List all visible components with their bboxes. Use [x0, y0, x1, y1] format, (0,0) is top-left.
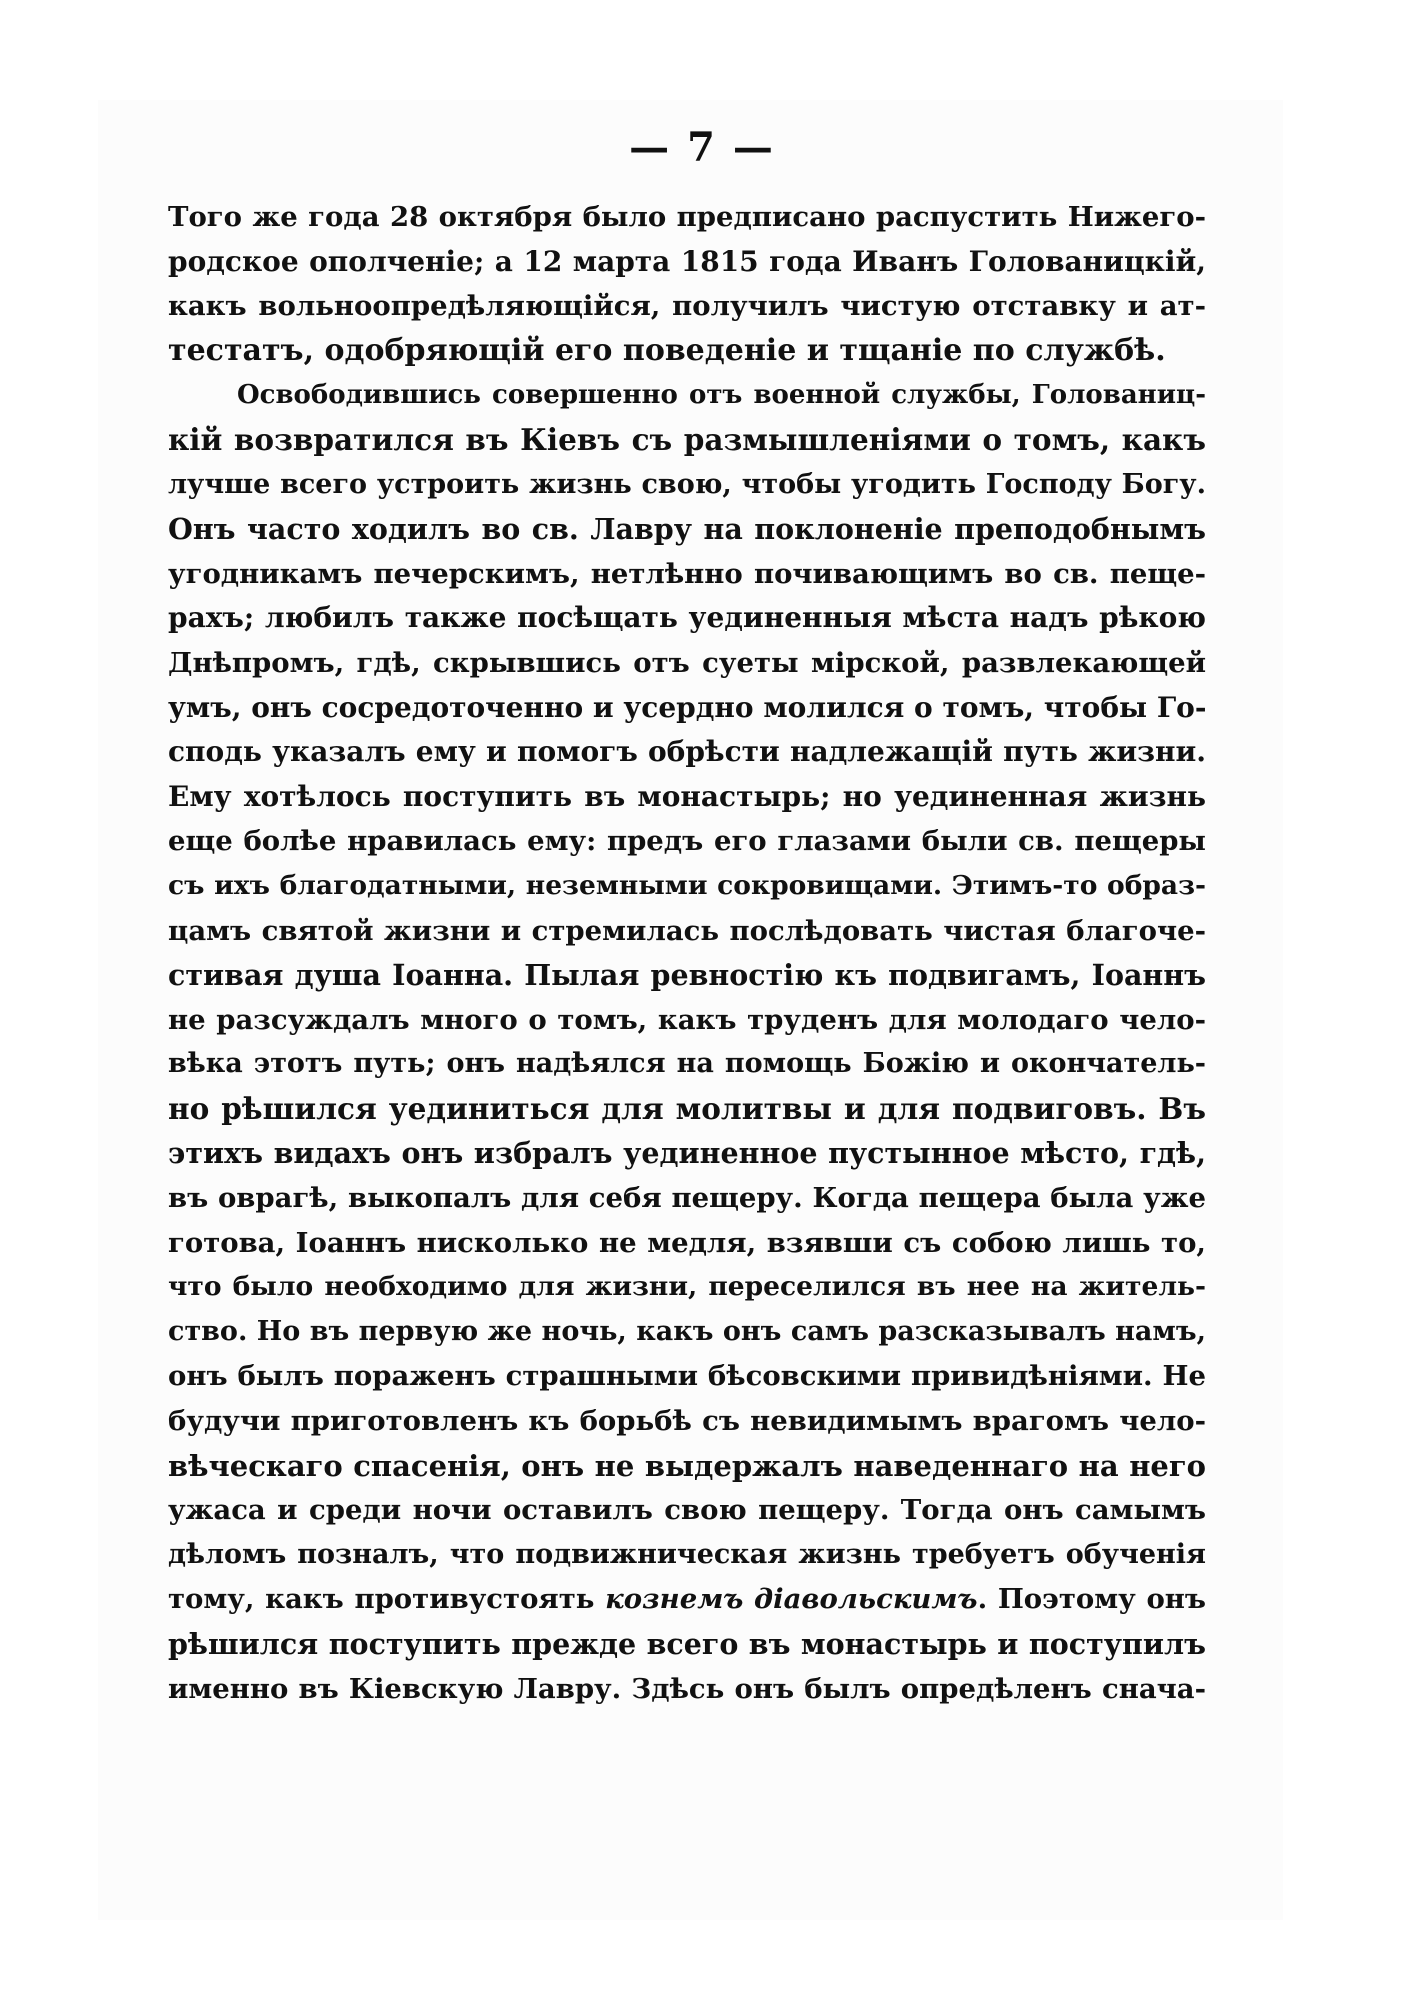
text-line: вѣка этотъ путь; онъ надѣялся на помощь Божію и окончатель- — [168, 1048, 1206, 1080]
text-line: въ оврагѣ, выкопалъ для себя пещеру. Когда пещера была уже — [168, 1182, 1206, 1215]
italic-phrase: кознемъ діавольскимъ — [605, 1583, 978, 1616]
text-line: что было необходимо для жизни, переселился въ нее на житель- — [168, 1271, 1206, 1303]
text-line: Того же года 28 октября было предписано распустить Нижего- — [168, 201, 1206, 233]
text-line: еще болѣе нравилась ему: предъ его глазами были св. пещеры — [168, 825, 1206, 858]
text-line: тестатъ, одобряющій его поведеніе и тщаніе по службѣ. — [168, 332, 1166, 368]
text-line: рахъ; любилъ также посѣщать уединенныя мѣста надъ рѣкою — [168, 601, 1206, 635]
text-line: ужаса и среди ночи оставилъ свою пещеру. Тогда онъ самымъ — [168, 1494, 1206, 1527]
text-line: стивая душа Іоанна. Пылая ревностію къ подвигамъ, Іоаннъ — [168, 958, 1206, 993]
line-text-after: . Поэтому онъ — [977, 1583, 1206, 1616]
text-line: будучи приготовленъ къ борьбѣ съ невидимымъ врагомъ чело- — [168, 1405, 1206, 1438]
text-line: именно въ Кіевскую Лавру. Здѣсь онъ былъ опредѣленъ снача- — [168, 1672, 1206, 1705]
text-line: дѣломъ позналъ, что подвижническая жизнь требуетъ обученія — [168, 1538, 1206, 1570]
text-line: онъ былъ пораженъ страшными бѣсовскими привидѣніями. Не — [168, 1360, 1206, 1393]
text-line: рѣшился поступить прежде всего въ монастырь и поступилъ — [168, 1627, 1206, 1661]
text-line: готова, Іоаннъ нисколько не медля, взявши съ собою лишь то, — [168, 1226, 1206, 1259]
line-text-before: тому, какъ противустоять — [168, 1583, 606, 1616]
text-line: сподь указалъ ему и помогъ обрѣсти надлежащій путь жизни. — [168, 735, 1206, 769]
text-line: умъ, онъ сосредоточенно и усердно молился о томъ, чтобы Го- — [168, 690, 1206, 724]
text-line: лучше всего устроить жизнь свою, чтобы угодить Господу Богу. — [168, 468, 1206, 500]
text-line: съ ихъ благодатными, неземными сокровищами. Этимъ-то образ- — [168, 869, 1206, 901]
text-line: Днѣпромъ, гдѣ, скрывшись отъ суеты мірской, развлекающей — [168, 646, 1206, 679]
text-line: вѣческаго спасенія, онъ не выдержалъ наведеннаго на него — [168, 1448, 1206, 1483]
text-line: этихъ видахъ онъ избралъ уединенное пустынное мѣсто, гдѣ, — [168, 1136, 1206, 1171]
text-line: не разсуждалъ много о томъ, какъ труденъ для молодаго чело- — [168, 1003, 1206, 1036]
text-line: родское ополченіе; а 12 марта 1815 года Иванъ Голованицкій, — [168, 244, 1206, 278]
text-line: угодникамъ печерскимъ, нетлѣнно почивающимъ во св. пеще- — [168, 557, 1206, 590]
text-line: но рѣшился уединиться для молитвы и для подвиговъ. Въ — [168, 1090, 1206, 1126]
text-line-with-italic — [168, 1577, 1206, 1622]
page-number: — 7 — — [629, 124, 775, 171]
text-line: цамъ святой жизни и стремилась послѣдовать чистая благоче- — [168, 914, 1206, 947]
paragraph-first-line: Освободившись совершенно отъ военной службы, Голованиц- — [237, 380, 1206, 411]
text-line: Ему хотѣлось поступить въ монастырь; но уединенная жизнь — [168, 779, 1206, 813]
text-line: Онъ часто ходилъ во св. Лавру на поклоненіе преподобнымъ — [168, 512, 1206, 547]
text-line: кій возвратился въ Кіевъ съ размышленіями о томъ, какъ — [168, 421, 1206, 457]
text-line: ство. Но въ первую же ночь, какъ онъ самъ разсказывалъ намъ, — [168, 1315, 1206, 1347]
text-line: какъ вольноопредѣляющійся, получилъ чистую отставку и ат- — [168, 290, 1206, 323]
body-text — [168, 195, 1206, 1711]
